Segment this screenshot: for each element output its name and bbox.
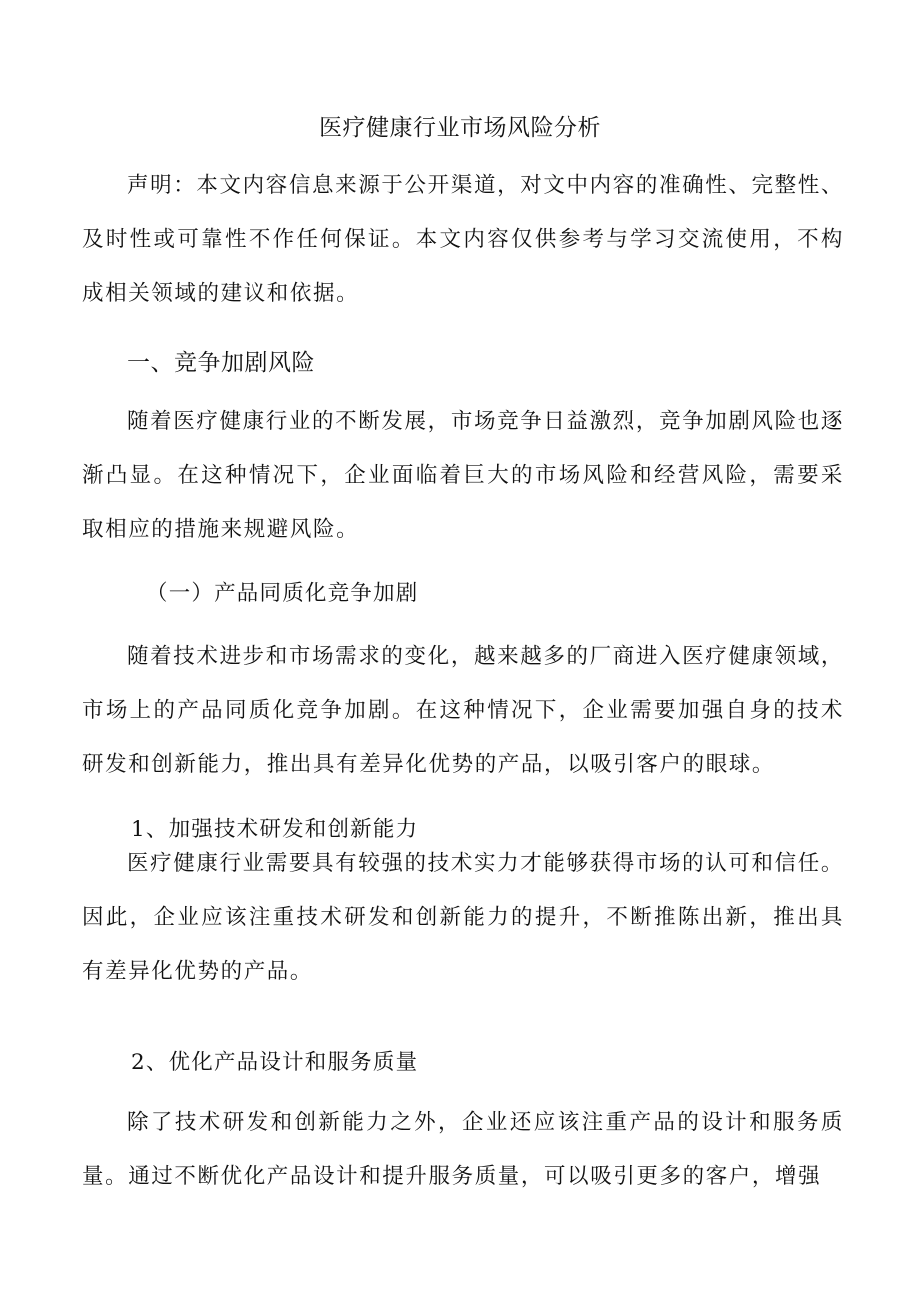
item-heading-design-service: 2、优化产品设计和服务质量 (131, 1050, 419, 1075)
subsection-heading-homogenization: （一）产品同质化竞争加剧 (146, 581, 419, 606)
section-heading-competition-risk: 一、竞争加剧风险 (127, 350, 315, 376)
item-body-design-service: 除了技术研发和创新能力之外，企业还应该注重产品的设计和服务质量。通过不断优化产品设计和提升服务质量，可以吸引更多的客户，增强 (82, 1110, 844, 1189)
document-title: 医疗健康行业市场风险分析 (319, 115, 601, 141)
disclaimer-paragraph: 声明：本文内容信息来源于公开渠道，对文中内容的准确性、完整性、及时性或可靠性不作任何保证。本文内容仅供参考与学习交流使用，不构成相关领域的建议和依据。 (82, 173, 844, 306)
item-heading-rd-innovation: 1、加强技术研发和创新能力 (131, 817, 419, 842)
section-intro-paragraph: 随着医疗健康行业的不断发展，市场竞争日益激烈，竞争加剧风险也逐渐凸显。在这种情况下，企业面临着巨大的市场风险和经营风险，需要采取相应的措施来规避风险。 (82, 409, 844, 542)
item-body-rd-innovation: 医疗健康行业需要具有较强的技术实力才能够获得市场的认可和信任。因此，企业应该注重技术研发和创新能力的提升，不断推陈出新，推出具有差异化优势的产品。 (82, 851, 844, 984)
subsection-body-paragraph: 随着技术进步和市场需求的变化，越来越多的厂商进入医疗健康领域，市场上的产品同质化竞争加剧。在这种情况下，企业需要加强自身的技术研发和创新能力，推出具有差异化优势的产品，以吸引客户的眼球。 (82, 644, 844, 777)
